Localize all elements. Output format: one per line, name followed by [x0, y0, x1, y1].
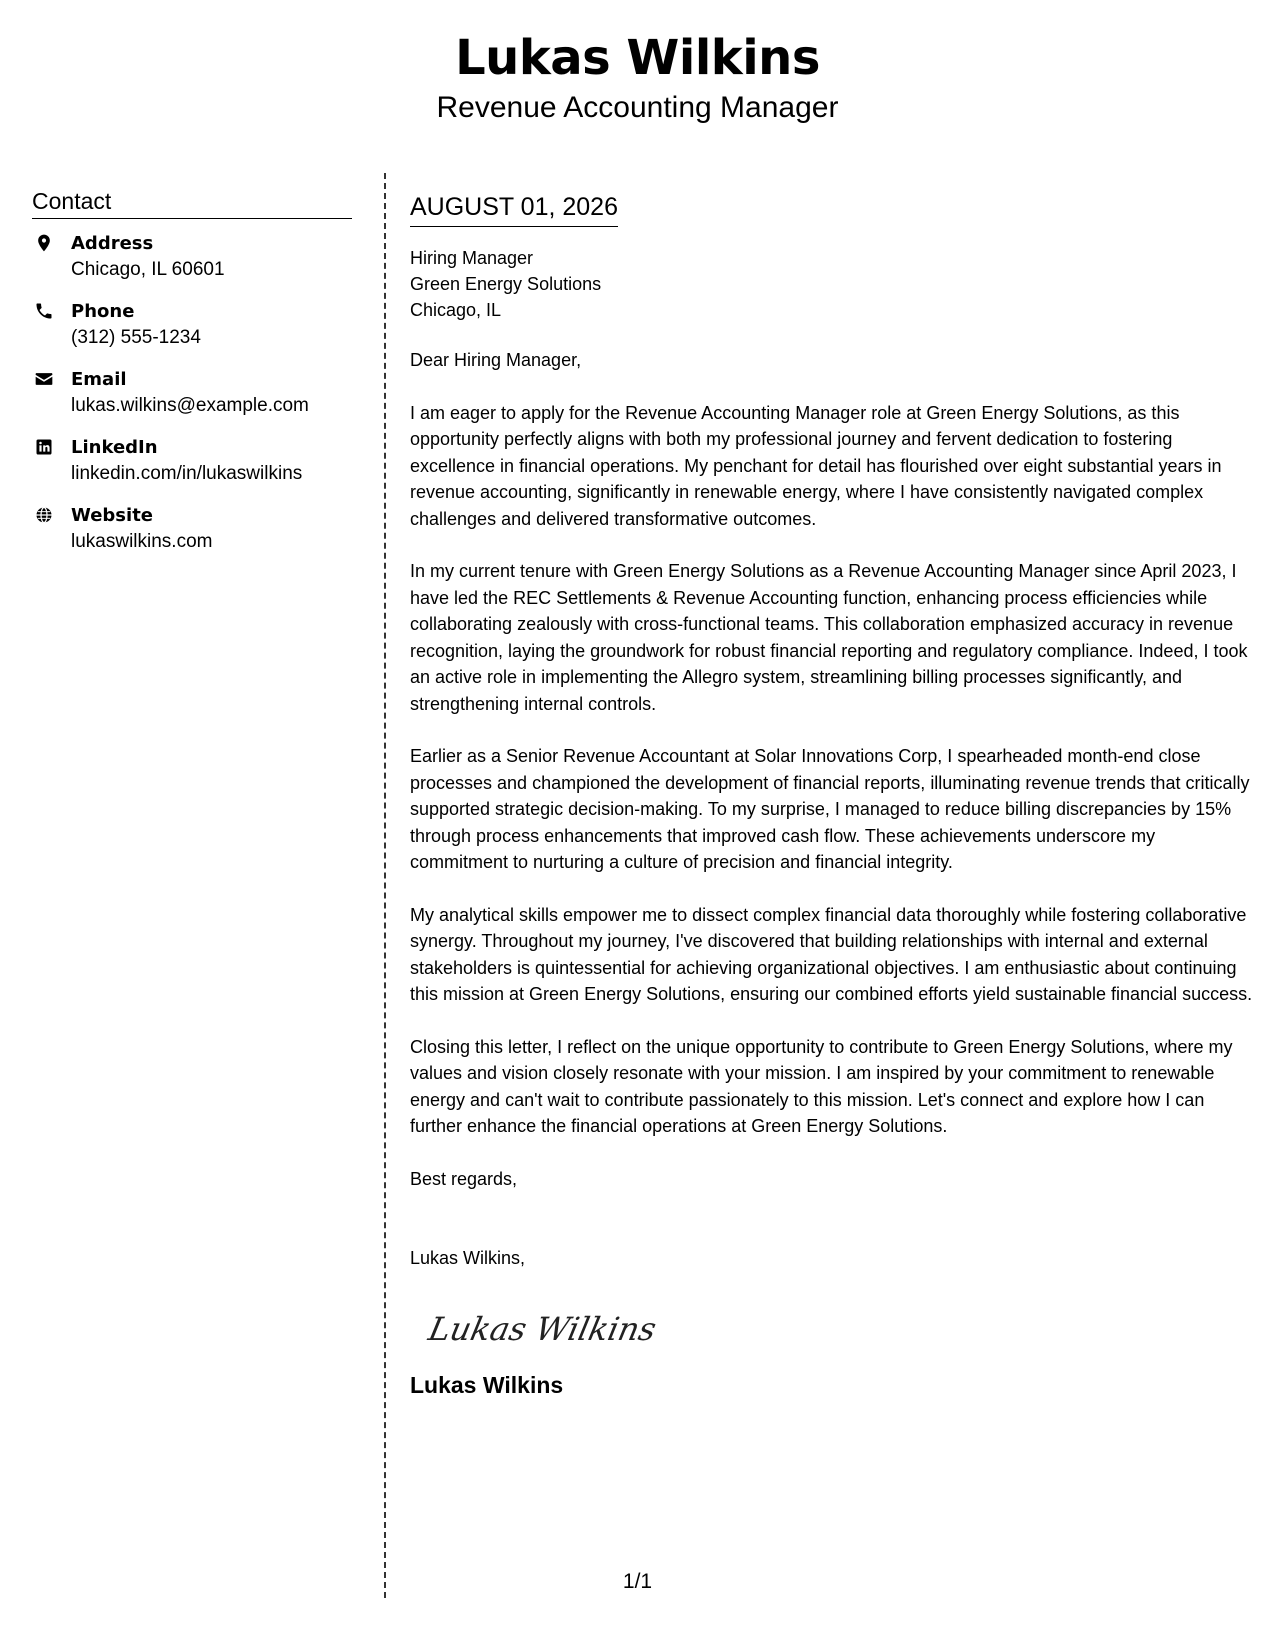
contact-item-address: [32, 231, 352, 283]
applicant-title: Revenue Accounting Manager: [436, 90, 839, 124]
envelope-icon: [34, 369, 54, 389]
handwritten-signature: [424, 1298, 1255, 1358]
recipient-line: Hiring Manager: [410, 248, 534, 268]
contact-label: Phone: [71, 301, 135, 322]
body-paragraph: I am eager to apply for the Revenue Accounting Manager role at Green Energy Solutions, as this opportunity perfectly aligns with both my professional journey and fervent dedication to fostering excellence in financial operations. My penchant for detail has flourished over eight substantial years in revenue accounting, significantly in renewable energy, where I have consistently navigated complex challenges and delivered transformative outcomes.: [410, 402, 1222, 529]
contact-item-linkedin: [32, 435, 352, 487]
contact-sidebar: [32, 188, 352, 571]
body-paragraph: Closing this letter, I reflect on the unique opportunity to contribute to Green Energy Solutions, where my values and vision closely resonate with your mission. I am inspired by your commitment to renewable energy and can't wait to contribute passionately to this mission. Let's connect and explore how I can further enhance the financial operations at Green Energy Solutions.: [410, 1036, 1233, 1136]
contact-label: Website: [71, 505, 154, 526]
phone-icon: [34, 301, 54, 321]
linkedin-icon: [34, 437, 54, 457]
body-paragraph: Earlier as a Senior Revenue Accountant at Solar Innovations Corp, I spearheaded month-end close processes and championed the development of financial reports, illuminating revenue trends that critically supported strategic decision-making. To my surprise, I managed to reduce billing discrepancies by 15% through process enhancements that improved cash flow. These achievements underscore my commitment to nurturing a culture of precision and financial integrity.: [410, 746, 1250, 872]
letter-body: [410, 190, 1255, 1398]
column-divider: [384, 173, 386, 1598]
globe-icon: [34, 505, 54, 525]
letter-header: [0, 30, 1275, 126]
body-paragraph: In my current tenure with Green Energy Solutions as a Revenue Accounting Manager since April 2023, I have led the REC Settlements & Revenue Accounting function, enhancing process efficiencies while collaborating zealously with cross-functional teams. This collaboration emphasized accuracy in revenue recognition, laying the groundwork for robust financial reporting and regulatory compliance. Indeed, I took an active role in implementing the Allegro system, streamlining billing processes significantly, and strengthening internal controls.: [410, 561, 1248, 714]
page-number: 1/1: [622, 1570, 653, 1593]
svg-text:Lukas Wilkins: Lukas Wilkins: [425, 1309, 660, 1348]
body-paragraph: My analytical skills empower me to dissect complex financial data thoroughly while fostering collaborative synergy. Throughout my journey, I've discovered that building relationships with internal and external stakeholders is quintessential for achieving organizational objectives. I am enthusiastic about continuing this mission at Green Energy Solutions, ensuring our combined efforts yield sustainable financial success.: [410, 904, 1253, 1004]
contact-item-website: [32, 503, 352, 555]
contact-value: lukaswilkins.com: [71, 531, 213, 552]
contact-label: LinkedIn: [71, 437, 158, 458]
printed-name: Lukas Wilkins: [410, 1371, 564, 1398]
letter-date: AUGUST 01, 2026: [410, 190, 618, 227]
sign-off-name: Lukas Wilkins,: [410, 1248, 526, 1268]
contact-value: (312) 555-1234: [71, 327, 201, 348]
map-pin-icon: [34, 233, 54, 253]
greeting: Dear Hiring Manager,: [410, 350, 582, 370]
recipient-block: [410, 245, 1255, 323]
contact-item-email: [32, 367, 352, 419]
contact-label: Address: [71, 233, 154, 254]
contact-item-phone: [32, 299, 352, 351]
contact-value: Chicago, IL 60601: [71, 259, 225, 280]
recipient-line: Green Energy Solutions: [410, 274, 602, 294]
contact-heading: Contact: [32, 188, 352, 219]
contact-label: Email: [71, 369, 127, 390]
contact-value: linkedin.com/in/lukaswilkins: [71, 463, 303, 484]
applicant-name: Lukas Wilkins: [455, 30, 820, 86]
recipient-line: Chicago, IL: [410, 300, 502, 320]
closing: Best regards,: [410, 1168, 518, 1189]
contact-list: [32, 231, 352, 555]
contact-value: lukas.wilkins@example.com: [71, 395, 309, 416]
